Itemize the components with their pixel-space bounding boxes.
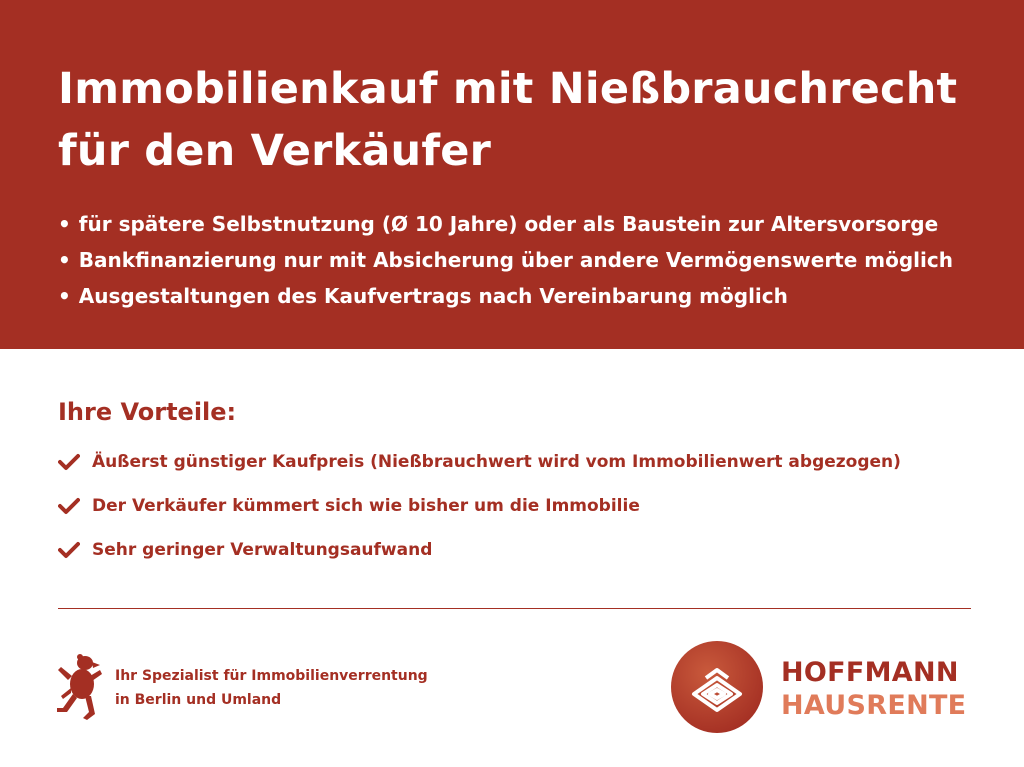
advantage-item	[58, 440, 978, 484]
tagline-line-2: in Berlin und Umland	[115, 692, 282, 708]
brand-wordmark	[781, 656, 966, 722]
advantages-list	[58, 440, 978, 572]
advantage-text: Der Verkäufer kümmert sich wie bisher um die Immobilie	[92, 496, 640, 516]
brand-name-line-1: HOFFMANN	[781, 657, 959, 688]
page-title	[58, 58, 998, 182]
house-logo-icon	[670, 640, 764, 734]
title-line-2: für den Verkäufer	[58, 126, 492, 176]
hero-banner	[0, 0, 1024, 349]
title-line-1: Immobilienkauf mit Nießbrauchrecht	[58, 64, 958, 114]
hero-bullet: • Ausgestaltungen des Kaufvertrags nach Vereinbarung möglich	[58, 278, 1008, 314]
tagline-line-1: Ihr Spezialist für Immobilienverrentung	[115, 668, 428, 684]
hero-bullet-list	[58, 206, 1008, 314]
checkmark-icon	[58, 453, 80, 471]
footer-divider	[58, 608, 971, 609]
advantage-text: Sehr geringer Verwaltungsaufwand	[92, 540, 433, 560]
advantage-item	[58, 528, 978, 572]
advantage-item	[58, 484, 978, 528]
checkmark-icon	[58, 541, 80, 559]
berlin-bear-icon	[55, 652, 105, 722]
hero-bullet: • für spätere Selbstnutzung (Ø 10 Jahre) oder als Baustein zur Altersvorsorge	[58, 206, 1008, 242]
advantages-title: Ihre Vorteile:	[58, 398, 237, 426]
checkmark-icon	[58, 497, 80, 515]
hero-bullet: • Bankfinanzierung nur mit Absicherung über andere Vermögenswerte möglich	[58, 242, 1008, 278]
footer-tagline	[115, 664, 428, 712]
brand-name-line-2: HAUSRENTE	[781, 690, 967, 721]
advantage-text: Äußerst günstiger Kaufpreis (Nießbrauchwert wird vom Immobilienwert abgezogen)	[92, 452, 901, 472]
